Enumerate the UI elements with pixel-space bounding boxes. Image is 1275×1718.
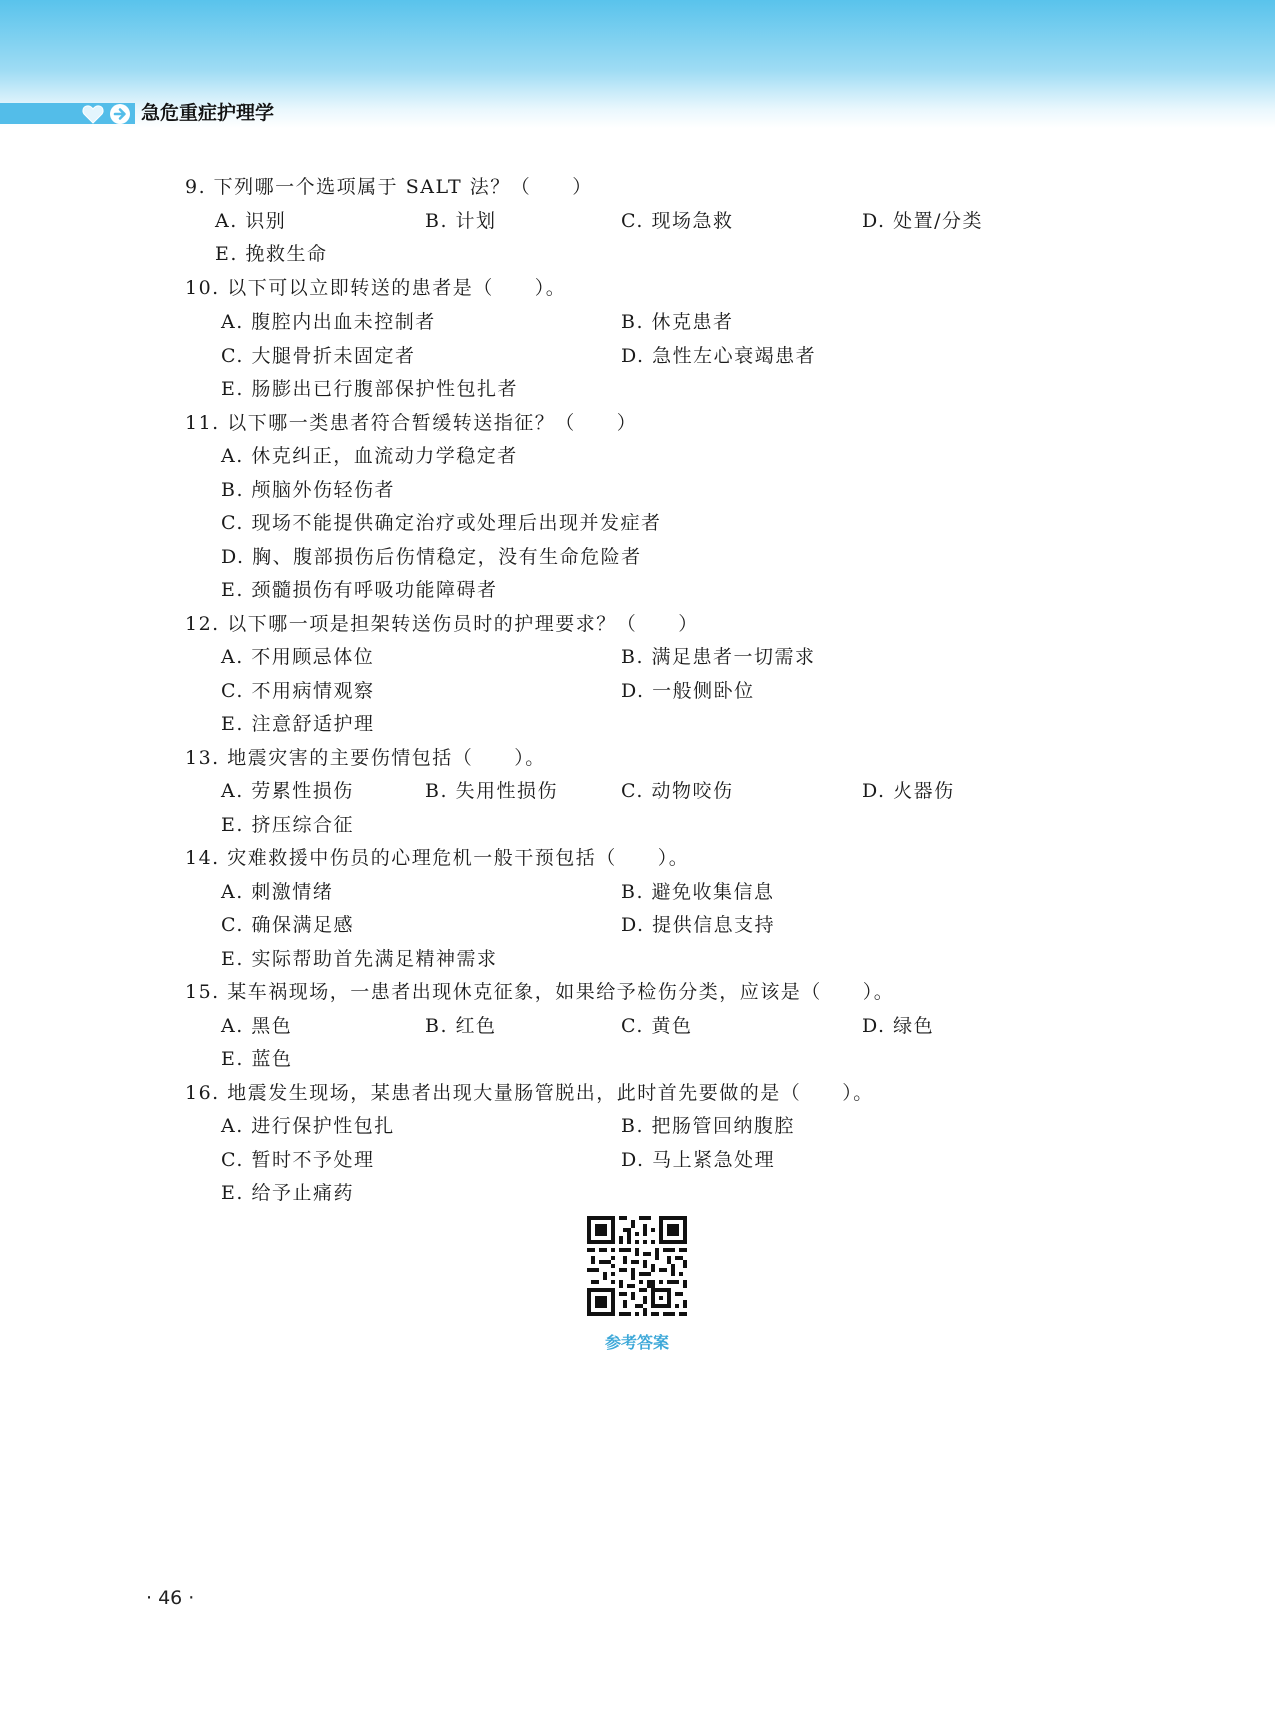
option-12-a: A. 不用顾忌体位 — [221, 646, 375, 668]
option-9-c: C. 现场急救 — [621, 210, 734, 232]
option-10-d: D. 急性左心衰竭患者 — [621, 345, 817, 367]
option-10-b: B. 休克患者 — [621, 311, 734, 333]
option-15-e: E. 蓝色 — [221, 1048, 293, 1070]
option-14-d: D. 提供信息支持 — [621, 914, 776, 936]
page-number: · 46 · — [146, 1587, 195, 1609]
option-12-e: E. 注意舒适护理 — [221, 713, 375, 735]
qr-code[interactable] — [587, 1216, 687, 1316]
option-12-b: B. 满足患者一切需求 — [621, 646, 816, 668]
question-stem-16: 16. 地震发生现场，某患者出现大量肠管脱出，此时首先要做的是（ ）。 — [185, 1082, 874, 1104]
option-11-c: C. 现场不能提供确定治疗或处理后出现并发症者 — [221, 512, 662, 534]
book-title: 急危重症护理学 — [141, 102, 275, 124]
option-12-c: C. 不用病情观察 — [221, 680, 375, 702]
option-9-b: B. 计划 — [425, 210, 497, 232]
option-11-b: B. 颅脑外伤轻伤者 — [221, 479, 396, 501]
option-16-a: A. 进行保护性包扎 — [221, 1115, 395, 1137]
option-16-c: C. 暂时不予处理 — [221, 1149, 375, 1171]
question-stem-11: 11. 以下哪一类患者符合暂缓转送指征？（ ） — [185, 412, 638, 434]
option-9-d: D. 处置/分类 — [862, 210, 984, 232]
option-15-a: A. 黑色 — [221, 1015, 293, 1037]
question-stem-13: 13. 地震灾害的主要伤情包括（ ）。 — [185, 747, 546, 769]
option-13-d: D. 火器伤 — [862, 780, 955, 802]
option-16-d: D. 马上紧急处理 — [621, 1149, 776, 1171]
option-9-e: E. 挽救生命 — [215, 243, 328, 265]
option-16-e: E. 给予止痛药 — [221, 1182, 354, 1204]
option-9-a: A. 识别 — [215, 210, 287, 232]
arrow-right-icon — [109, 103, 131, 125]
heart-icon — [82, 104, 104, 124]
option-16-b: B. 把肠管回纳腹腔 — [621, 1115, 796, 1137]
option-13-e: E. 挤压综合征 — [221, 814, 354, 836]
question-stem-12: 12. 以下哪一项是担架转送伤员时的护理要求？（ ） — [185, 613, 699, 635]
question-stem-10: 10. 以下可以立即转送的患者是（ ）。 — [185, 277, 567, 299]
option-14-a: A. 刺激情绪 — [221, 881, 334, 903]
option-13-c: C. 动物咬伤 — [621, 780, 734, 802]
option-11-e: E. 颈髓损伤有呼吸功能障碍者 — [221, 579, 498, 601]
option-14-b: B. 避免收集信息 — [621, 881, 775, 903]
question-stem-15: 15. 某车祸现场，一患者出现休克征象，如果给予检伤分类，应该是（ ）。 — [185, 981, 895, 1003]
question-stem-14: 14. 灾难救援中伤员的心理危机一般干预包括（ ）。 — [185, 847, 690, 869]
option-12-d: D. 一般侧卧位 — [621, 680, 755, 702]
question-stem-9: 9. 下列哪一个选项属于 SALT 法？（ ） — [185, 176, 593, 198]
option-15-c: C. 黄色 — [621, 1015, 693, 1037]
option-14-c: C. 确保满足感 — [221, 914, 354, 936]
option-11-d: D. 胸、腹部损伤后伤情稳定，没有生命危险者 — [221, 546, 642, 568]
option-10-c: C. 大腿骨折未固定者 — [221, 345, 416, 367]
option-10-e: E. 肠膨出已行腹部保护性包扎者 — [221, 378, 518, 400]
qr-caption: 参考答案 — [604, 1333, 669, 1352]
option-15-b: B. 红色 — [425, 1015, 497, 1037]
option-10-a: A. 腹腔内出血未控制者 — [221, 311, 436, 333]
option-13-a: A. 劳累性损伤 — [221, 780, 354, 802]
option-11-a: A. 休克纠正，血流动力学稳定者 — [221, 445, 518, 467]
option-14-e: E. 实际帮助首先满足精神需求 — [221, 948, 498, 970]
option-13-b: B. 失用性损伤 — [425, 780, 559, 802]
option-15-d: D. 绿色 — [862, 1015, 935, 1037]
